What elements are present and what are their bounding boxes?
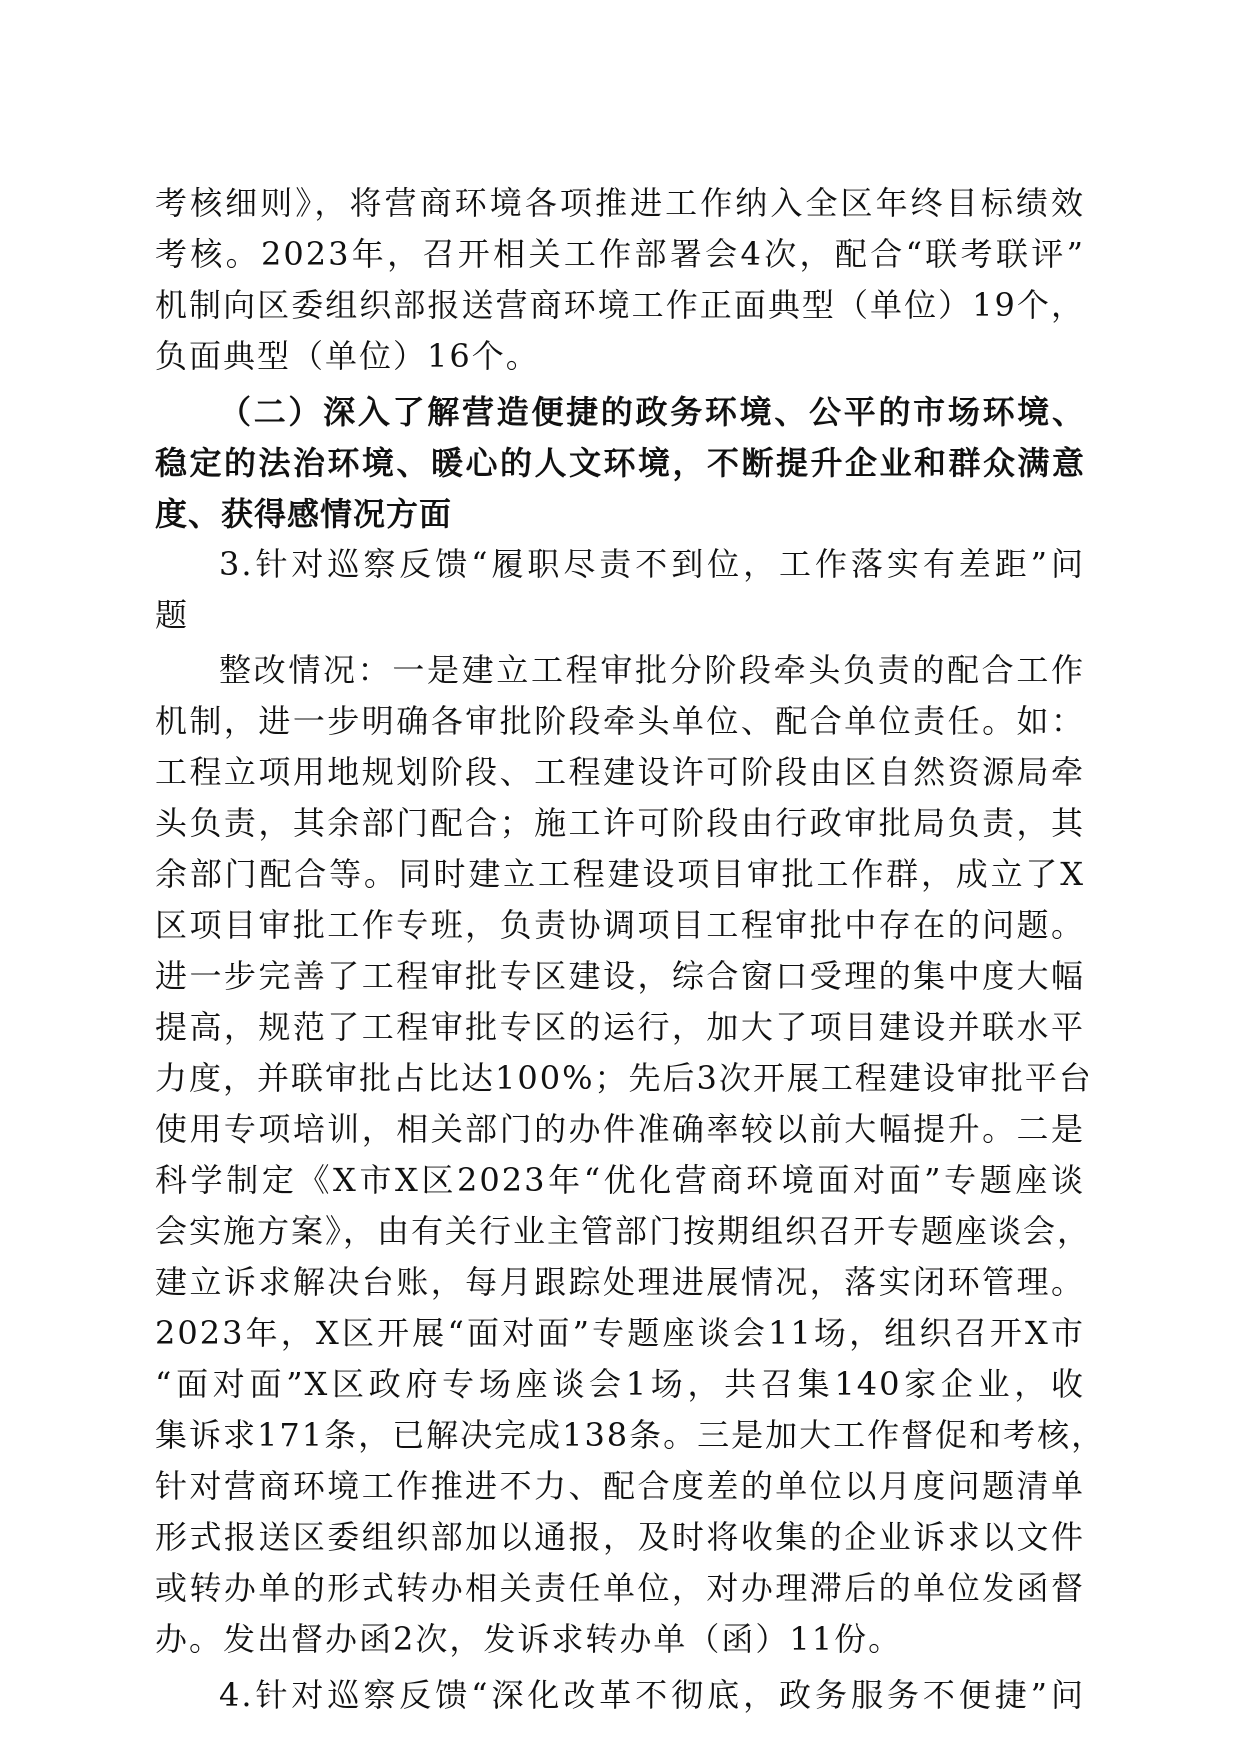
section-heading-line: 稳定的法治环境、暖心的人文环境，不断提升企业和群众满意	[155, 444, 1085, 482]
section-heading-line: （二）深入了解营造便捷的政务环境、公平的市场环境、	[219, 393, 1085, 431]
paragraph-first-line: 3.针对巡察反馈“履职尽责不到位，工作落实有差距”问	[219, 545, 1085, 583]
body-line: 科学制定《X市X区2023年“优化营商环境面对面”专题座谈	[155, 1161, 1085, 1199]
body-line: 机制向区委组织部报送营商环境工作正面典型（单位）19个，	[155, 286, 1085, 324]
body-line: 工程立项用地规划阶段、工程建设许可阶段由区自然资源局牵	[155, 753, 1085, 791]
body-line: 2023年，X区开展“面对面”专题座谈会11场，组织召开X市	[155, 1314, 1085, 1352]
body-line: 提高，规范了工程审批专区的运行，加大了项目建设并联水平	[155, 1008, 1085, 1046]
body-line: 建立诉求解决台账，每月跟踪处理进展情况，落实闭环管理。	[155, 1263, 1085, 1301]
body-line: 会实施方案》，由有关行业主管部门按期组织召开专题座谈会，	[155, 1212, 1092, 1250]
body-line: 考核。2023年，召开相关工作部署会4次，配合“联考联评”	[155, 235, 1085, 273]
body-line: 进一步完善了工程审批专区建设，综合窗口受理的集中度大幅	[155, 957, 1085, 995]
body-line: 形式报送区委组织部加以通报，及时将收集的企业诉求以文件	[155, 1518, 1085, 1556]
section-heading-line: 度、获得感情况方面	[155, 495, 453, 533]
body-line: 集诉求171条，已解决完成138条。三是加大工作督促和考核，	[155, 1416, 1106, 1454]
body-line: 头负责，其余部门配合；施工许可阶段由行政审批局负责，其	[155, 804, 1085, 842]
body-line: 负面典型（单位）16个。	[155, 337, 540, 375]
body-line: 或转办单的形式转办相关责任单位，对办理滞后的单位发函督	[155, 1569, 1085, 1607]
paragraph-first-line: 整改情况：一是建立工程审批分阶段牵头负责的配合工作	[219, 651, 1085, 689]
body-line: “面对面”X区政府专场座谈会1场，共召集140家企业，收	[155, 1365, 1085, 1403]
body-line: 使用专项培训，相关部门的办件准确率较以前大幅提升。二是	[155, 1110, 1085, 1148]
body-line: 余部门配合等。同时建立工程建设项目审批工作群，成立了X	[155, 855, 1085, 893]
body-line: 题	[155, 596, 190, 634]
body-line: 针对营商环境工作推进不力、配合度差的单位以月度问题清单	[155, 1467, 1085, 1505]
body-line: 办。发出督办函2次，发诉求转办单（函）11份。	[155, 1620, 903, 1658]
body-line: 力度，并联审批占比达100%；先后3次开展工程建设审批平台	[155, 1059, 1093, 1097]
body-line: 机制，进一步明确各审批阶段牵头单位、配合单位责任。如：	[155, 702, 1085, 740]
paragraph-first-line: 4.针对巡察反馈“深化改革不彻底，政务服务不便捷”问	[219, 1676, 1085, 1714]
body-line: 区项目审批工作专班，负责协调项目工程审批中存在的问题。	[155, 906, 1085, 944]
body-line: 考核细则》，将营商环境各项推进工作纳入全区年终目标绩效	[155, 184, 1085, 222]
